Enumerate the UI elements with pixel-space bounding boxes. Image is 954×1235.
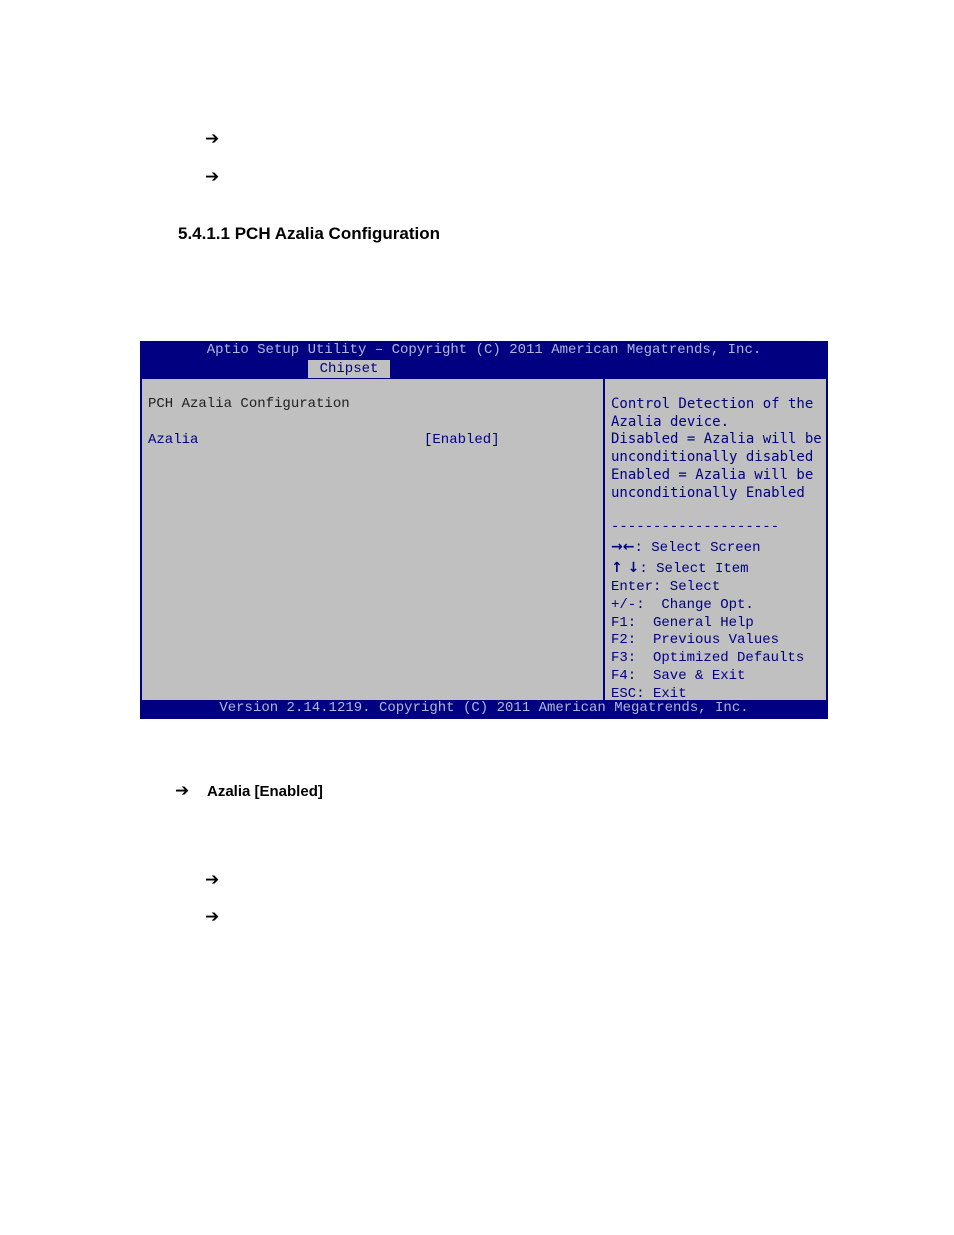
key-f2: F2: Previous Values: [611, 632, 780, 649]
bios-main-panel: [142, 379, 603, 700]
bios-help-panel: [605, 379, 826, 700]
key-enter: Enter: Select: [611, 579, 721, 595]
tab-chipset[interactable]: Chipset: [308, 360, 390, 378]
key-f3: F3: Optimized Defaults: [611, 650, 805, 667]
key-f1: F1: General Help: [611, 614, 754, 631]
help-description: Control Detection of the Azalia device. Disabled = Azalia will be unconditionally disabled Enabled = Azalia will be unconditionally Enabled: [611, 396, 822, 501]
bullet-arrow-icon: ➔: [205, 907, 220, 927]
up-down-arrows-icon: ↑ ↓: [611, 560, 640, 576]
azalia-option-value[interactable]: [Enabled]: [424, 432, 500, 448]
bullet-arrow-icon: ➔: [205, 167, 220, 187]
key-f4: F4: Save & Exit: [611, 667, 746, 684]
left-right-arrows-icon: →←: [611, 539, 635, 555]
key-select-item: ↑ ↓: Select Item: [611, 560, 749, 577]
bullet-arrow-icon: ➔: [175, 781, 190, 801]
option-heading: Azalia [Enabled]: [207, 783, 323, 800]
bullet-arrow-icon: ➔: [205, 870, 220, 890]
section-heading: 5.4.1.1 PCH Azalia Configuration: [178, 224, 440, 243]
bios-footer: Version 2.14.1219. Copyright (C) 2011 American Megatrends, Inc.: [219, 700, 749, 716]
bios-screen: [140, 341, 828, 719]
key-esc: ESC: Exit: [611, 685, 687, 702]
key-legend: [611, 537, 804, 704]
help-separator: --------------------: [611, 519, 780, 535]
key-select-screen: →←: Select Screen: [611, 539, 761, 556]
azalia-option-label[interactable]: Azalia: [148, 432, 199, 448]
bullet-arrow-icon: ➔: [205, 129, 220, 149]
key-change-opt: +/-: Change Opt.: [611, 596, 754, 613]
bios-title-bar: Aptio Setup Utility – Copyright (C) 2011 American Megatrends, Inc.: [206, 342, 762, 358]
main-panel-title: PCH Azalia Configuration: [148, 396, 350, 412]
